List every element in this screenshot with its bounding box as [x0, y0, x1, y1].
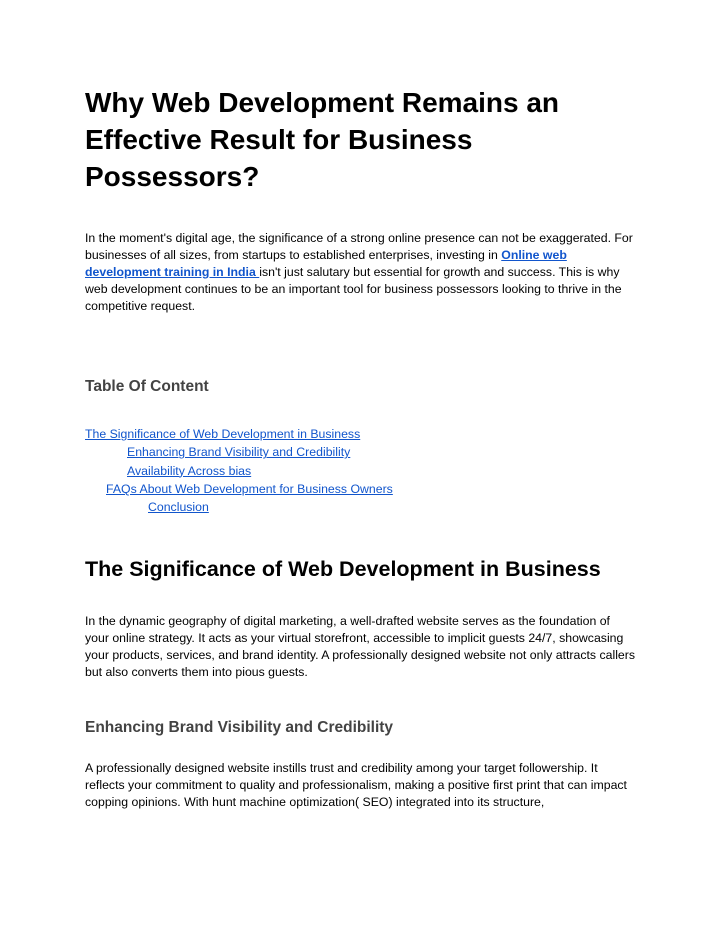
table-of-contents: [85, 425, 637, 516]
subsection-heading-brand-visibility: Enhancing Brand Visibility and Credibility: [85, 719, 394, 737]
section-heading-significance: The Significance of Web Development in Business: [85, 557, 601, 582]
intro-text-after-link: isn't just salutary but essential for growth and success. This is why web development continues to be an important tool for business possessors looking to thrive in the competitive request.: [85, 265, 622, 313]
section-paragraph-significance: In the dynamic geography of digital marketing, a well-drafted website serves as the foundation of your online strategy. It acts as your virtual storefront, accessible to implicit guests 24/7, showcasing your products, services, and brand identity. A professionally designed website not only attracts callers but also converts them into pious guests.: [85, 614, 636, 680]
toc-link-significance[interactable]: The Significance of Web Development in Business: [85, 427, 361, 441]
toc-link-faqs[interactable]: FAQs About Web Development for Business Owners: [106, 481, 393, 496]
intro-text-before-link: In the moment's digital age, the significance of a strong online presence can not be exaggerated. For businesses of all sizes, from startups to established enterprises, investing in: [85, 231, 633, 262]
toc-link-conclusion[interactable]: Conclusion: [148, 500, 209, 515]
subsection-paragraph-brand-visibility: A professionally designed website instills trust and credibility among your target followership. It reflects your commitment to quality and professionalism, making a positive first print that can impact copping opinions. With hunt machine optimization( SEO) integrated into its structure,: [85, 761, 627, 810]
toc-heading: Table Of Content: [85, 378, 209, 395]
toc-link-availability[interactable]: Availability Across bias: [127, 463, 252, 478]
web-development-training-link[interactable]: Online web development training in India: [85, 248, 567, 279]
document-title: Why Web Development Remains an Effective Result for Business Possessors?: [85, 87, 560, 192]
document-content: [85, 84, 637, 811]
intro-paragraph: [85, 230, 637, 315]
toc-link-brand-visibility[interactable]: Enhancing Brand Visibility and Credibility: [127, 445, 351, 460]
